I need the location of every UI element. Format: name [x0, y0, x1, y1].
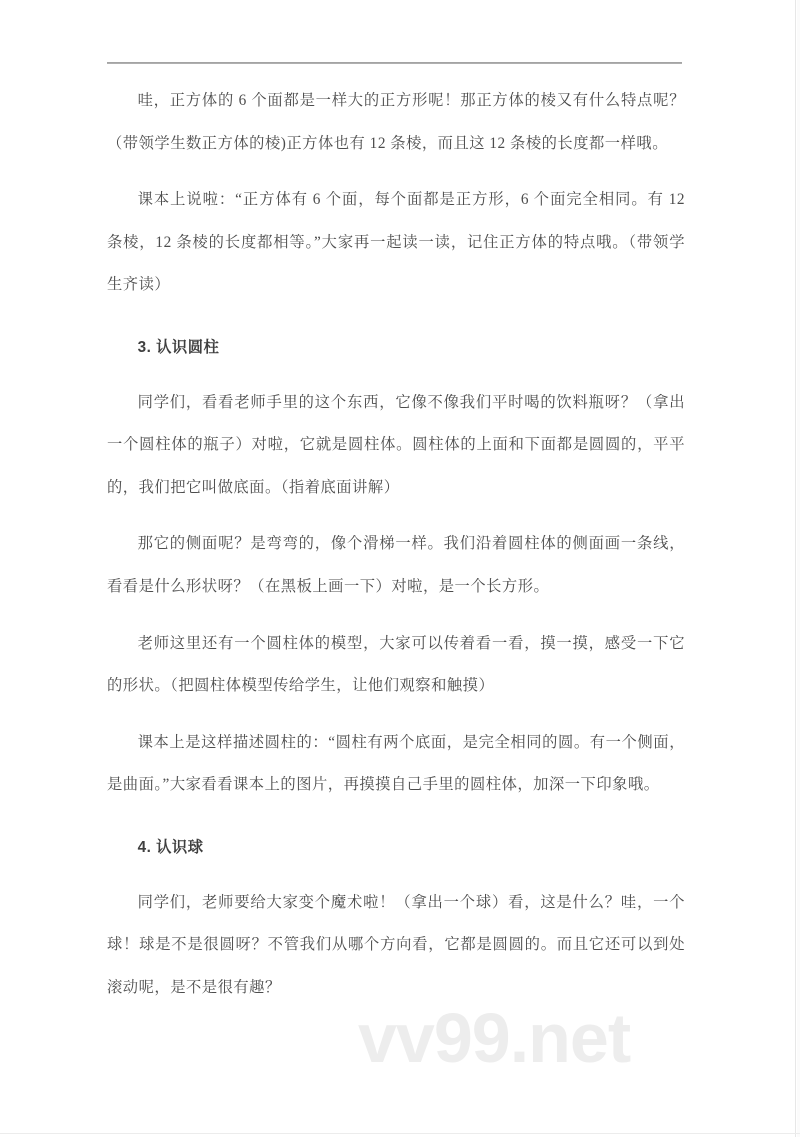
heading-recognize-sphere: 4. 认识球 [137, 838, 204, 856]
watermark: vv99.net [358, 999, 631, 1077]
paragraph-sphere-intro: 同学们，老师要给大家变个魔术啦！（拿出一个球）看，这是什么？哇，一个球！球是不是很圆呀？不管我们从哪个方向看，它都是圆圆的。而且它还可以到处滚动呢，是不是很有趣？ [107, 893, 685, 996]
paragraph-textbook-cube: 课本上说啦：“正方体有 6 个面，每个面都是正方形，6 个面完全相同。有 12 条棱，12 条棱的长度都相等。”大家再一起读一读，记住正方体的特点哦。（带领学生齐读） [107, 191, 685, 294]
document-body [107, 80, 685, 1023]
heading-recognize-cylinder: 3. 认识圆柱 [137, 338, 220, 356]
paragraph-cylinder-model: 老师这里还有一个圆柱体的模型，大家可以传着看一看，摸一摸，感受一下它的形状。（把圆柱体模型传给学生，让他们观察和触摸） [107, 634, 685, 695]
paragraph-cylinder-side: 那它的侧面呢？是弯弯的，像个滑梯一样。我们沿着圆柱体的侧面画一条线，看看是什么形状呀？（在黑板上画一下）对啦，是一个长方形。 [107, 535, 685, 595]
header-rule [107, 62, 682, 64]
paragraph-cube-faces-edges: 哇，正方体的 6 个面都是一样大的正方形呢！那正方体的棱又有什么特点呢？（带领学生数正方体的棱)正方体也有 12 条棱，而且这 12 条棱的长度都一样哦。 [107, 92, 685, 152]
paragraph-textbook-cylinder: 课本上是这样描述圆柱的：“圆柱有两个底面，是完全相同的圆。有一个侧面，是曲面。”大家看看课本上的图片，再摸摸自己手里的圆柱体，加深一下印象哦。 [107, 733, 685, 794]
paragraph-cylinder-intro: 同学们，看看老师手里的这个东西，它像不像我们平时喝的饮料瓶呀？（拿出一个圆柱体的瓶子）对啦，它就是圆柱体。圆柱体的上面和下面都是圆圆的，平平的，我们把它叫做底面。（指着底面讲解） [107, 393, 685, 496]
page-edge-right [795, 0, 796, 1137]
page-edge-bottom [0, 1133, 800, 1134]
